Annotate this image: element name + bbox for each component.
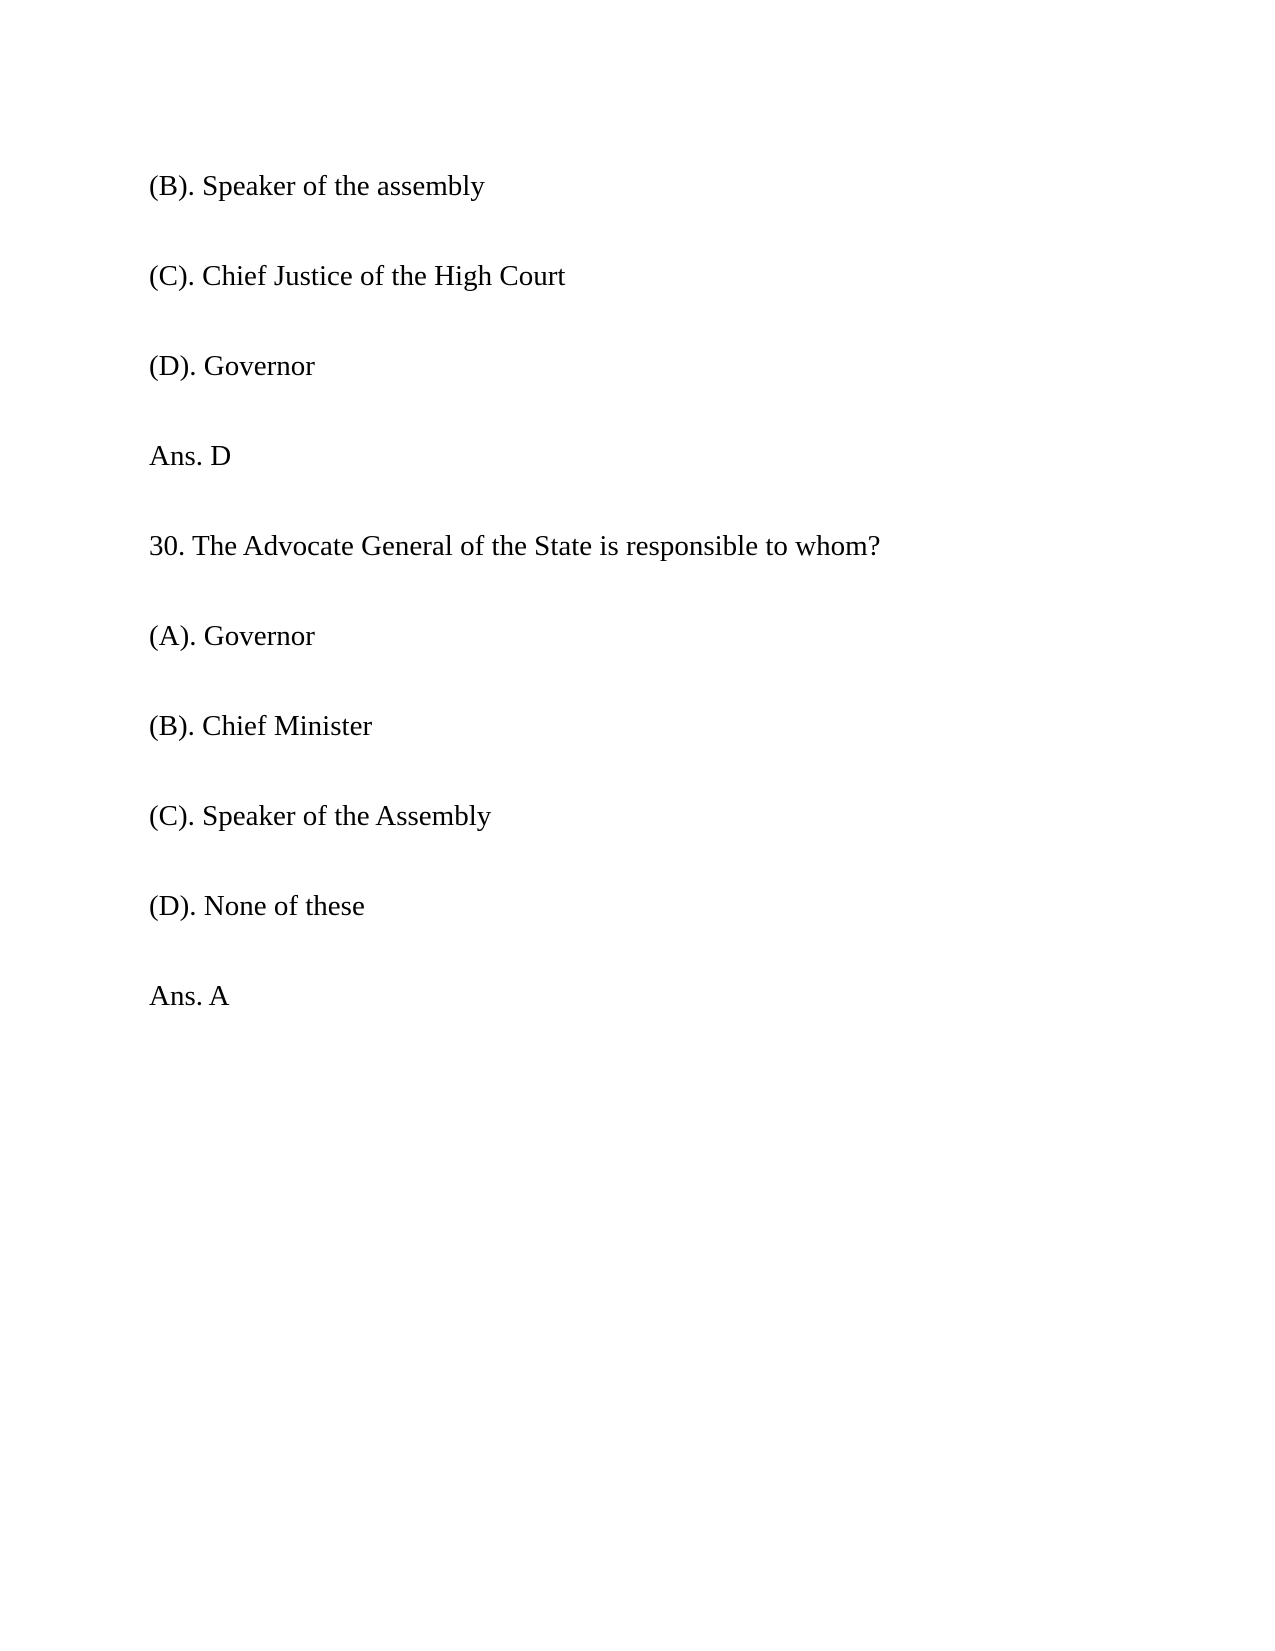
option-d-none: (D). None of these [149,890,365,922]
answer-line: Ans. A [149,980,230,1012]
question-content [149,166,1149,1066]
answer-line: Ans. D [149,440,232,472]
option-c-speaker: (C). Speaker of the Assembly [149,800,492,832]
question-30: 30. The Advocate General of the State is responsible to whom? [149,530,881,562]
option-d-governor: (D). Governor [149,350,315,382]
option-c-chief-justice: (C). Chief Justice of the High Court [149,260,566,292]
option-b-speaker: (B). Speaker of the assembly [149,170,485,202]
option-b-chief-minister: (B). Chief Minister [149,710,373,742]
option-a-governor: (A). Governor [149,620,315,652]
